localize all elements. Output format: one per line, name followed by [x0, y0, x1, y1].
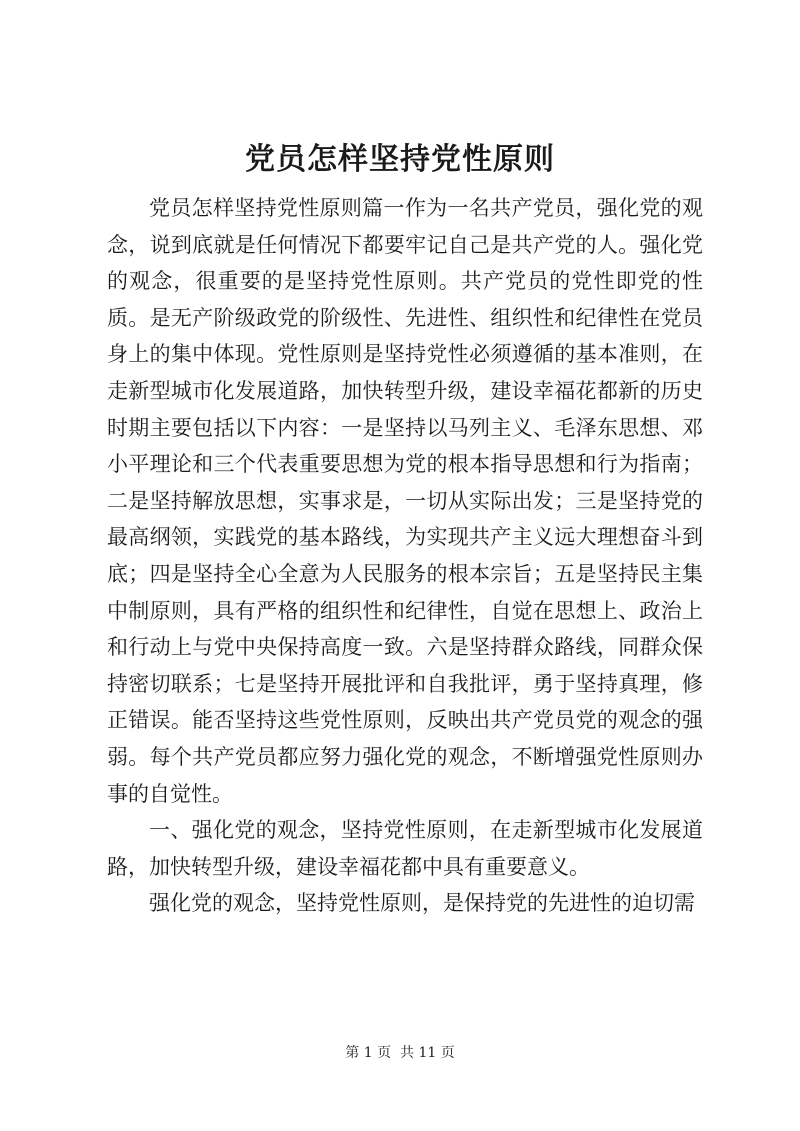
- paragraph-section-heading: 一、强化党的观念，坚持党性原则，在走新型城市化发展道路，加快转型升级，建设幸福花都中具有重要意义。: [107, 818, 703, 879]
- document-title: 党员怎样坚持党性原则: [245, 142, 555, 177]
- page-number: 第 1 页 共 11 页: [345, 1045, 455, 1061]
- paragraph-intro: 党员怎样坚持党性原则篇一作为一名共产党员，强化党的观念，说到底就是任何情况下都要牢记自己是共产党的人。强化党的观念，很重要的是坚持党性原则。共产党员的党性即党的性质。是无产阶级政党的阶级性、先进性、组织性和纪律性在党员身上的集中体现。党性原则是坚持党性必须遵循的基本准则，在走新型城市化发展道路，加快转型升级，建设幸福花都新的历史时期主要包括以下内容：一是坚持以马列主义、毛泽东思想、邓小平理论和三个代表重要思想为党的根本指导思想和行为指南；二是坚持解放思想，实事求是，一切从实际出发；三是坚持党的最高纲领，实践党的基本路线，为实现共产主义远大理想奋斗到底；四是坚持全心全意为人民服务的根本宗旨；五是坚持民主集中制原则，具有严格的组织性和纪律性，自觉在思想上、政治上和行动上与党中央保持高度一致。六是坚持群众路线，同群众保持密切联系；七是坚持开展批评和自我批评，勇于坚持真理，修正错误。能否坚持这些党性原则，反映出共产党员党的观念的强弱。每个共产党员都应努力强化党的观念，不断增强党性原则办事的自觉性。: [107, 196, 703, 806]
- paragraph-continuation: 强化党的观念，坚持党性原则，是保持党的先进性的迫切需: [149, 891, 695, 916]
- document-body: [107, 190, 703, 922]
- page-footer: [0, 1043, 800, 1063]
